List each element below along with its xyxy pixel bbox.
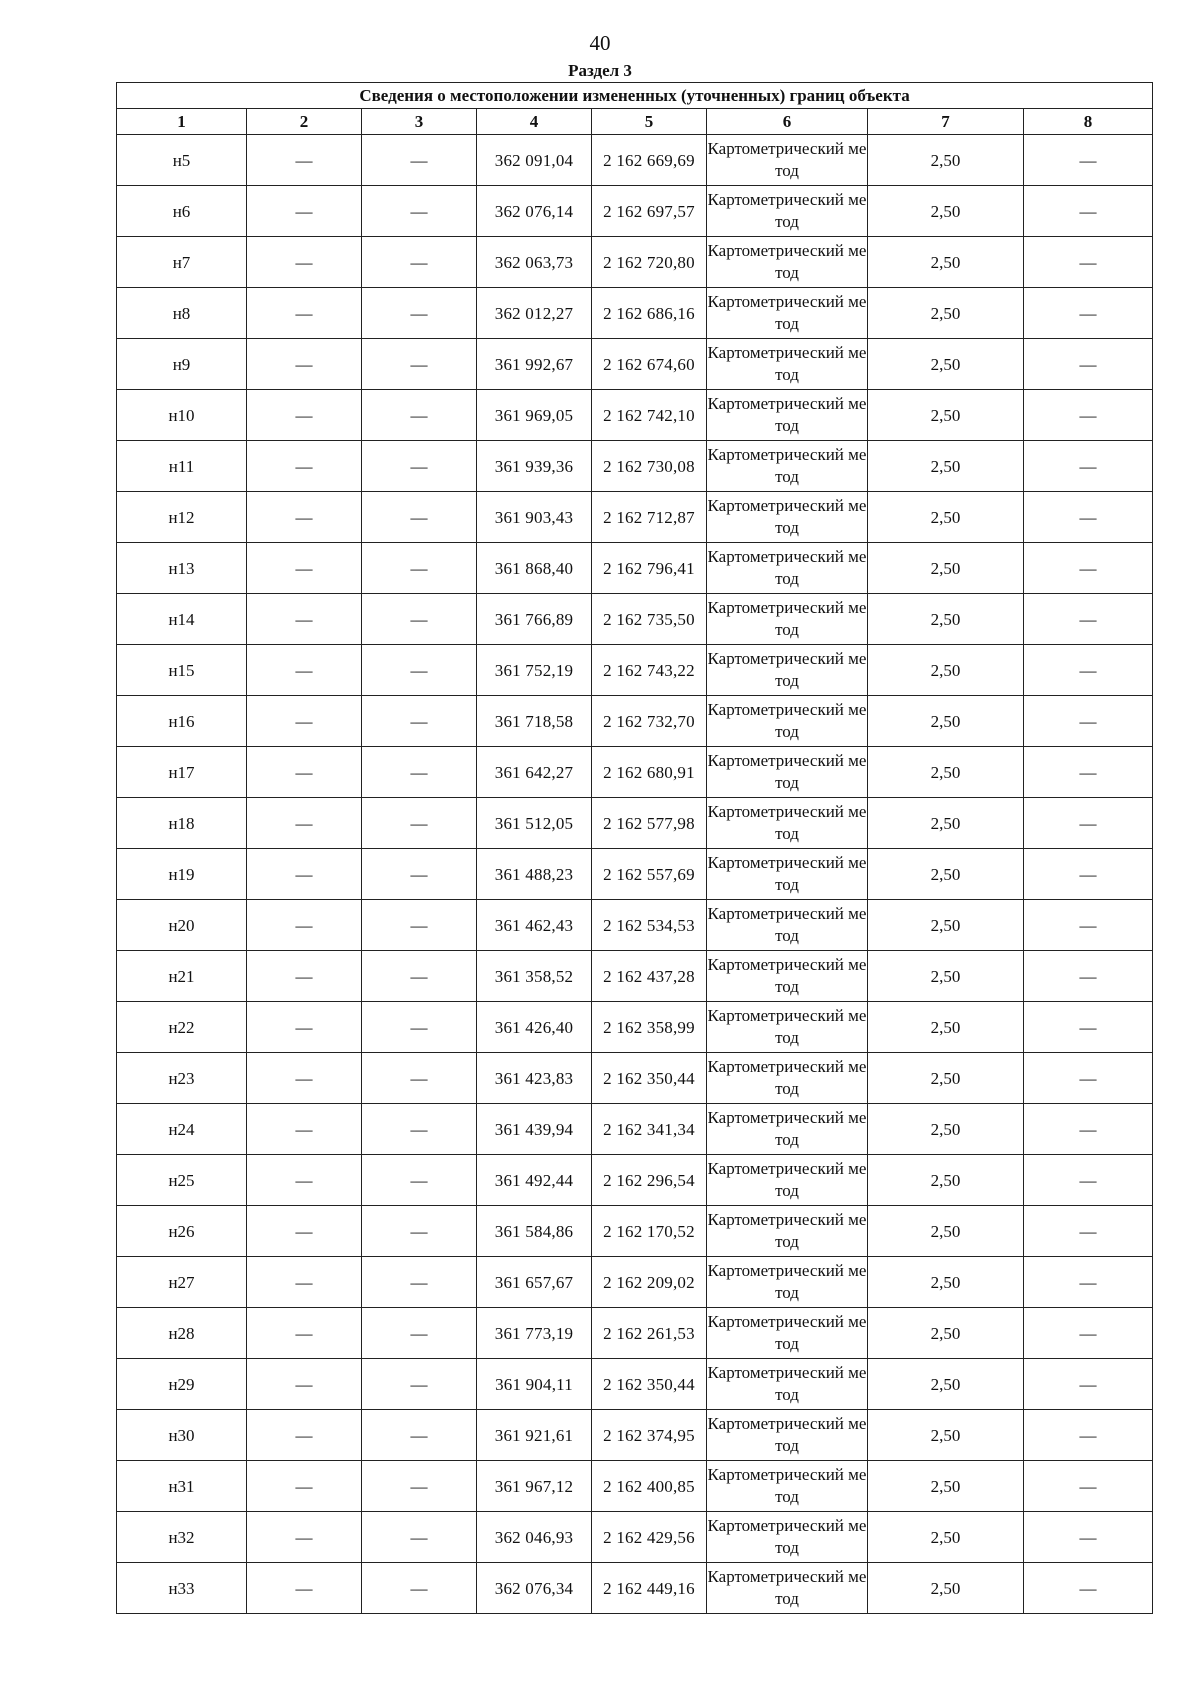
table-row: [117, 1053, 1153, 1104]
y-coordinate-cell: 2 162 577,98: [592, 798, 707, 849]
x-coordinate-cell: 361 492,44: [477, 1155, 592, 1206]
accuracy-cell: 2,50: [868, 390, 1024, 441]
table-row: [117, 1155, 1153, 1206]
dash-cell: —: [362, 339, 477, 390]
dash-cell: —: [1024, 1002, 1153, 1053]
dash-cell: —: [362, 1308, 477, 1359]
x-coordinate-cell: 362 091,04: [477, 135, 592, 186]
y-coordinate-cell: 2 162 742,10: [592, 390, 707, 441]
table-row: [117, 1359, 1153, 1410]
x-coordinate-cell: 362 046,93: [477, 1512, 592, 1563]
dash-cell: —: [1024, 492, 1153, 543]
column-number: 8: [1024, 109, 1153, 135]
table-row: [117, 135, 1153, 186]
point-cell: н31: [117, 1461, 247, 1512]
y-coordinate-cell: 2 162 449,16: [592, 1563, 707, 1614]
accuracy-cell: 2,50: [868, 1104, 1024, 1155]
dash-cell: —: [362, 186, 477, 237]
dash-cell: —: [247, 594, 362, 645]
point-cell: н15: [117, 645, 247, 696]
point-cell: н30: [117, 1410, 247, 1461]
dash-cell: —: [1024, 339, 1153, 390]
x-coordinate-cell: 361 992,67: [477, 339, 592, 390]
dash-cell: —: [362, 951, 477, 1002]
column-number: 6: [707, 109, 868, 135]
y-coordinate-cell: 2 162 732,70: [592, 696, 707, 747]
table-row: [117, 900, 1153, 951]
table-row: [117, 1104, 1153, 1155]
x-coordinate-cell: 361 584,86: [477, 1206, 592, 1257]
dash-cell: —: [1024, 1206, 1153, 1257]
dash-cell: —: [247, 1512, 362, 1563]
table-row: [117, 1257, 1153, 1308]
method-cell: Картометрический метод: [707, 594, 868, 645]
column-number-row: [117, 109, 1153, 135]
column-number: 7: [868, 109, 1024, 135]
y-coordinate-cell: 2 162 697,57: [592, 186, 707, 237]
y-coordinate-cell: 2 162 296,54: [592, 1155, 707, 1206]
point-cell: н19: [117, 849, 247, 900]
x-coordinate-cell: 361 868,40: [477, 543, 592, 594]
x-coordinate-cell: 361 439,94: [477, 1104, 592, 1155]
table-row: [117, 543, 1153, 594]
accuracy-cell: 2,50: [868, 441, 1024, 492]
dash-cell: —: [1024, 1359, 1153, 1410]
dash-cell: —: [1024, 1104, 1153, 1155]
column-number: 3: [362, 109, 477, 135]
table-row: [117, 951, 1153, 1002]
x-coordinate-cell: 362 063,73: [477, 237, 592, 288]
point-cell: н12: [117, 492, 247, 543]
dash-cell: —: [247, 1155, 362, 1206]
method-cell: Картометрический метод: [707, 1206, 868, 1257]
table-row: [117, 492, 1153, 543]
point-cell: н28: [117, 1308, 247, 1359]
accuracy-cell: 2,50: [868, 492, 1024, 543]
y-coordinate-cell: 2 162 674,60: [592, 339, 707, 390]
x-coordinate-cell: 362 076,34: [477, 1563, 592, 1614]
accuracy-cell: 2,50: [868, 900, 1024, 951]
dash-cell: —: [362, 747, 477, 798]
y-coordinate-cell: 2 162 261,53: [592, 1308, 707, 1359]
method-cell: Картометрический метод: [707, 1002, 868, 1053]
method-cell: Картометрический метод: [707, 237, 868, 288]
y-coordinate-cell: 2 162 669,69: [592, 135, 707, 186]
column-number: 2: [247, 109, 362, 135]
point-cell: н24: [117, 1104, 247, 1155]
method-cell: Картометрический метод: [707, 849, 868, 900]
method-cell: Картометрический метод: [707, 951, 868, 1002]
point-cell: н9: [117, 339, 247, 390]
method-cell: Картометрический метод: [707, 543, 868, 594]
dash-cell: —: [1024, 951, 1153, 1002]
column-number: 5: [592, 109, 707, 135]
method-cell: Картометрический метод: [707, 1563, 868, 1614]
accuracy-cell: 2,50: [868, 1308, 1024, 1359]
dash-cell: —: [1024, 1053, 1153, 1104]
dash-cell: —: [1024, 237, 1153, 288]
point-cell: н20: [117, 900, 247, 951]
point-cell: н26: [117, 1206, 247, 1257]
table-row: [117, 237, 1153, 288]
x-coordinate-cell: 361 969,05: [477, 390, 592, 441]
accuracy-cell: 2,50: [868, 1512, 1024, 1563]
y-coordinate-cell: 2 162 743,22: [592, 645, 707, 696]
dash-cell: —: [362, 1512, 477, 1563]
y-coordinate-cell: 2 162 557,69: [592, 849, 707, 900]
section-title: Раздел 3: [568, 61, 632, 80]
y-coordinate-cell: 2 162 735,50: [592, 594, 707, 645]
accuracy-cell: 2,50: [868, 1257, 1024, 1308]
dash-cell: —: [1024, 390, 1153, 441]
page-number: 40: [589, 31, 611, 55]
dash-cell: —: [247, 1461, 362, 1512]
x-coordinate-cell: 361 488,23: [477, 849, 592, 900]
dash-cell: —: [247, 645, 362, 696]
dash-cell: —: [247, 339, 362, 390]
dash-cell: —: [362, 1053, 477, 1104]
dash-cell: —: [247, 747, 362, 798]
x-coordinate-cell: 361 718,58: [477, 696, 592, 747]
dash-cell: —: [247, 900, 362, 951]
accuracy-cell: 2,50: [868, 1155, 1024, 1206]
dash-cell: —: [247, 186, 362, 237]
dash-cell: —: [362, 543, 477, 594]
x-coordinate-cell: 361 904,11: [477, 1359, 592, 1410]
dash-cell: —: [247, 849, 362, 900]
dash-cell: —: [362, 900, 477, 951]
dash-cell: —: [247, 492, 362, 543]
x-coordinate-cell: 362 012,27: [477, 288, 592, 339]
accuracy-cell: 2,50: [868, 951, 1024, 1002]
column-number: 1: [117, 109, 247, 135]
dash-cell: —: [362, 798, 477, 849]
dash-cell: —: [247, 441, 362, 492]
y-coordinate-cell: 2 162 686,16: [592, 288, 707, 339]
method-cell: Картометрический метод: [707, 696, 868, 747]
table-row: [117, 441, 1153, 492]
x-coordinate-cell: 362 076,14: [477, 186, 592, 237]
method-cell: Картометрический метод: [707, 900, 868, 951]
dash-cell: —: [1024, 849, 1153, 900]
accuracy-cell: 2,50: [868, 1359, 1024, 1410]
accuracy-cell: 2,50: [868, 1206, 1024, 1257]
x-coordinate-cell: 361 967,12: [477, 1461, 592, 1512]
point-cell: н21: [117, 951, 247, 1002]
method-cell: Картометрический метод: [707, 135, 868, 186]
dash-cell: —: [247, 1002, 362, 1053]
method-cell: Картометрический метод: [707, 1461, 868, 1512]
dash-cell: —: [1024, 543, 1153, 594]
method-cell: Картометрический метод: [707, 645, 868, 696]
method-cell: Картометрический метод: [707, 1053, 868, 1104]
y-coordinate-cell: 2 162 209,02: [592, 1257, 707, 1308]
accuracy-cell: 2,50: [868, 1053, 1024, 1104]
dash-cell: —: [362, 645, 477, 696]
dash-cell: —: [247, 390, 362, 441]
method-cell: Картометрический метод: [707, 1410, 868, 1461]
dash-cell: —: [247, 135, 362, 186]
dash-cell: —: [362, 237, 477, 288]
dash-cell: —: [362, 1104, 477, 1155]
dash-cell: —: [1024, 696, 1153, 747]
dash-cell: —: [1024, 1308, 1153, 1359]
dash-cell: —: [1024, 1155, 1153, 1206]
table-row: [117, 747, 1153, 798]
accuracy-cell: 2,50: [868, 645, 1024, 696]
table-row: [117, 849, 1153, 900]
dash-cell: —: [1024, 288, 1153, 339]
y-coordinate-cell: 2 162 730,08: [592, 441, 707, 492]
point-cell: н16: [117, 696, 247, 747]
table-row: [117, 645, 1153, 696]
table-row: [117, 798, 1153, 849]
dash-cell: —: [247, 1308, 362, 1359]
dash-cell: —: [247, 1206, 362, 1257]
point-cell: н5: [117, 135, 247, 186]
dash-cell: —: [247, 1053, 362, 1104]
accuracy-cell: 2,50: [868, 1563, 1024, 1614]
table-row: [117, 696, 1153, 747]
dash-cell: —: [247, 543, 362, 594]
table-caption: Сведения о местоположении измененных (уточненных) границ объекта: [117, 83, 1153, 109]
dash-cell: —: [1024, 135, 1153, 186]
accuracy-cell: 2,50: [868, 237, 1024, 288]
accuracy-cell: 2,50: [868, 543, 1024, 594]
dash-cell: —: [1024, 594, 1153, 645]
dash-cell: —: [1024, 186, 1153, 237]
x-coordinate-cell: 361 423,83: [477, 1053, 592, 1104]
y-coordinate-cell: 2 162 534,53: [592, 900, 707, 951]
accuracy-cell: 2,50: [868, 1461, 1024, 1512]
dash-cell: —: [247, 798, 362, 849]
dash-cell: —: [247, 1257, 362, 1308]
table-row: [117, 186, 1153, 237]
method-cell: Картометрический метод: [707, 186, 868, 237]
x-coordinate-cell: 361 773,19: [477, 1308, 592, 1359]
point-cell: н14: [117, 594, 247, 645]
method-cell: Картометрический метод: [707, 288, 868, 339]
dash-cell: —: [247, 237, 362, 288]
method-cell: Картометрический метод: [707, 390, 868, 441]
dash-cell: —: [247, 1359, 362, 1410]
x-coordinate-cell: 361 939,36: [477, 441, 592, 492]
method-cell: Картометрический метод: [707, 339, 868, 390]
point-cell: н29: [117, 1359, 247, 1410]
dash-cell: —: [362, 135, 477, 186]
y-coordinate-cell: 2 162 437,28: [592, 951, 707, 1002]
dash-cell: —: [1024, 747, 1153, 798]
method-cell: Картометрический метод: [707, 1257, 868, 1308]
table-row: [117, 339, 1153, 390]
x-coordinate-cell: 361 426,40: [477, 1002, 592, 1053]
x-coordinate-cell: 361 903,43: [477, 492, 592, 543]
dash-cell: —: [1024, 1461, 1153, 1512]
dash-cell: —: [247, 951, 362, 1002]
dash-cell: —: [247, 1563, 362, 1614]
dash-cell: —: [247, 1410, 362, 1461]
y-coordinate-cell: 2 162 341,34: [592, 1104, 707, 1155]
dash-cell: —: [362, 594, 477, 645]
dash-cell: —: [362, 1257, 477, 1308]
x-coordinate-cell: 361 358,52: [477, 951, 592, 1002]
y-coordinate-cell: 2 162 712,87: [592, 492, 707, 543]
point-cell: н27: [117, 1257, 247, 1308]
y-coordinate-cell: 2 162 350,44: [592, 1359, 707, 1410]
x-coordinate-cell: 361 752,19: [477, 645, 592, 696]
dash-cell: —: [362, 492, 477, 543]
dash-cell: —: [1024, 441, 1153, 492]
point-cell: н22: [117, 1002, 247, 1053]
method-cell: Картометрический метод: [707, 1104, 868, 1155]
method-cell: Картометрический метод: [707, 1512, 868, 1563]
dash-cell: —: [362, 441, 477, 492]
dash-cell: —: [362, 1155, 477, 1206]
dash-cell: —: [362, 849, 477, 900]
y-coordinate-cell: 2 162 400,85: [592, 1461, 707, 1512]
table-row: [117, 1206, 1153, 1257]
dash-cell: —: [362, 1563, 477, 1614]
y-coordinate-cell: 2 162 374,95: [592, 1410, 707, 1461]
table-row: [117, 1512, 1153, 1563]
dash-cell: —: [1024, 900, 1153, 951]
dash-cell: —: [247, 696, 362, 747]
point-cell: н23: [117, 1053, 247, 1104]
point-cell: н18: [117, 798, 247, 849]
dash-cell: —: [1024, 1563, 1153, 1614]
accuracy-cell: 2,50: [868, 135, 1024, 186]
y-coordinate-cell: 2 162 720,80: [592, 237, 707, 288]
dash-cell: —: [362, 696, 477, 747]
accuracy-cell: 2,50: [868, 849, 1024, 900]
dash-cell: —: [1024, 1512, 1153, 1563]
y-coordinate-cell: 2 162 170,52: [592, 1206, 707, 1257]
y-coordinate-cell: 2 162 796,41: [592, 543, 707, 594]
method-cell: Картометрический метод: [707, 492, 868, 543]
point-cell: н33: [117, 1563, 247, 1614]
point-cell: н10: [117, 390, 247, 441]
method-cell: Картометрический метод: [707, 747, 868, 798]
x-coordinate-cell: 361 921,61: [477, 1410, 592, 1461]
dash-cell: —: [362, 1002, 477, 1053]
table-row: [117, 1002, 1153, 1053]
dash-cell: —: [1024, 1257, 1153, 1308]
column-number: 4: [477, 109, 592, 135]
method-cell: Картометрический метод: [707, 798, 868, 849]
y-coordinate-cell: 2 162 680,91: [592, 747, 707, 798]
accuracy-cell: 2,50: [868, 1002, 1024, 1053]
point-cell: н17: [117, 747, 247, 798]
accuracy-cell: 2,50: [868, 594, 1024, 645]
method-cell: Картометрический метод: [707, 1308, 868, 1359]
table-row: [117, 1410, 1153, 1461]
dash-cell: —: [362, 288, 477, 339]
accuracy-cell: 2,50: [868, 288, 1024, 339]
point-cell: н8: [117, 288, 247, 339]
dash-cell: —: [362, 390, 477, 441]
point-cell: н32: [117, 1512, 247, 1563]
y-coordinate-cell: 2 162 350,44: [592, 1053, 707, 1104]
method-cell: Картометрический метод: [707, 1359, 868, 1410]
point-cell: н13: [117, 543, 247, 594]
accuracy-cell: 2,50: [868, 339, 1024, 390]
x-coordinate-cell: 361 462,43: [477, 900, 592, 951]
dash-cell: —: [362, 1410, 477, 1461]
method-cell: Картометрический метод: [707, 1155, 868, 1206]
table-row: [117, 288, 1153, 339]
x-coordinate-cell: 361 512,05: [477, 798, 592, 849]
y-coordinate-cell: 2 162 358,99: [592, 1002, 707, 1053]
x-coordinate-cell: 361 642,27: [477, 747, 592, 798]
dash-cell: —: [362, 1359, 477, 1410]
table-body: [117, 135, 1153, 1614]
dash-cell: —: [362, 1461, 477, 1512]
boundary-coordinates-table: [116, 82, 1153, 1614]
accuracy-cell: 2,50: [868, 747, 1024, 798]
point-cell: н25: [117, 1155, 247, 1206]
accuracy-cell: 2,50: [868, 1410, 1024, 1461]
table-row: [117, 594, 1153, 645]
accuracy-cell: 2,50: [868, 696, 1024, 747]
accuracy-cell: 2,50: [868, 798, 1024, 849]
table-row: [117, 1308, 1153, 1359]
dash-cell: —: [1024, 1410, 1153, 1461]
table-row: [117, 1461, 1153, 1512]
dash-cell: —: [1024, 798, 1153, 849]
accuracy-cell: 2,50: [868, 186, 1024, 237]
table-row: [117, 390, 1153, 441]
point-cell: н7: [117, 237, 247, 288]
dash-cell: —: [1024, 645, 1153, 696]
point-cell: н6: [117, 186, 247, 237]
x-coordinate-cell: 361 657,67: [477, 1257, 592, 1308]
table-row: [117, 1563, 1153, 1614]
dash-cell: —: [247, 288, 362, 339]
dash-cell: —: [247, 1104, 362, 1155]
x-coordinate-cell: 361 766,89: [477, 594, 592, 645]
method-cell: Картометрический метод: [707, 441, 868, 492]
dash-cell: —: [362, 1206, 477, 1257]
point-cell: н11: [117, 441, 247, 492]
y-coordinate-cell: 2 162 429,56: [592, 1512, 707, 1563]
